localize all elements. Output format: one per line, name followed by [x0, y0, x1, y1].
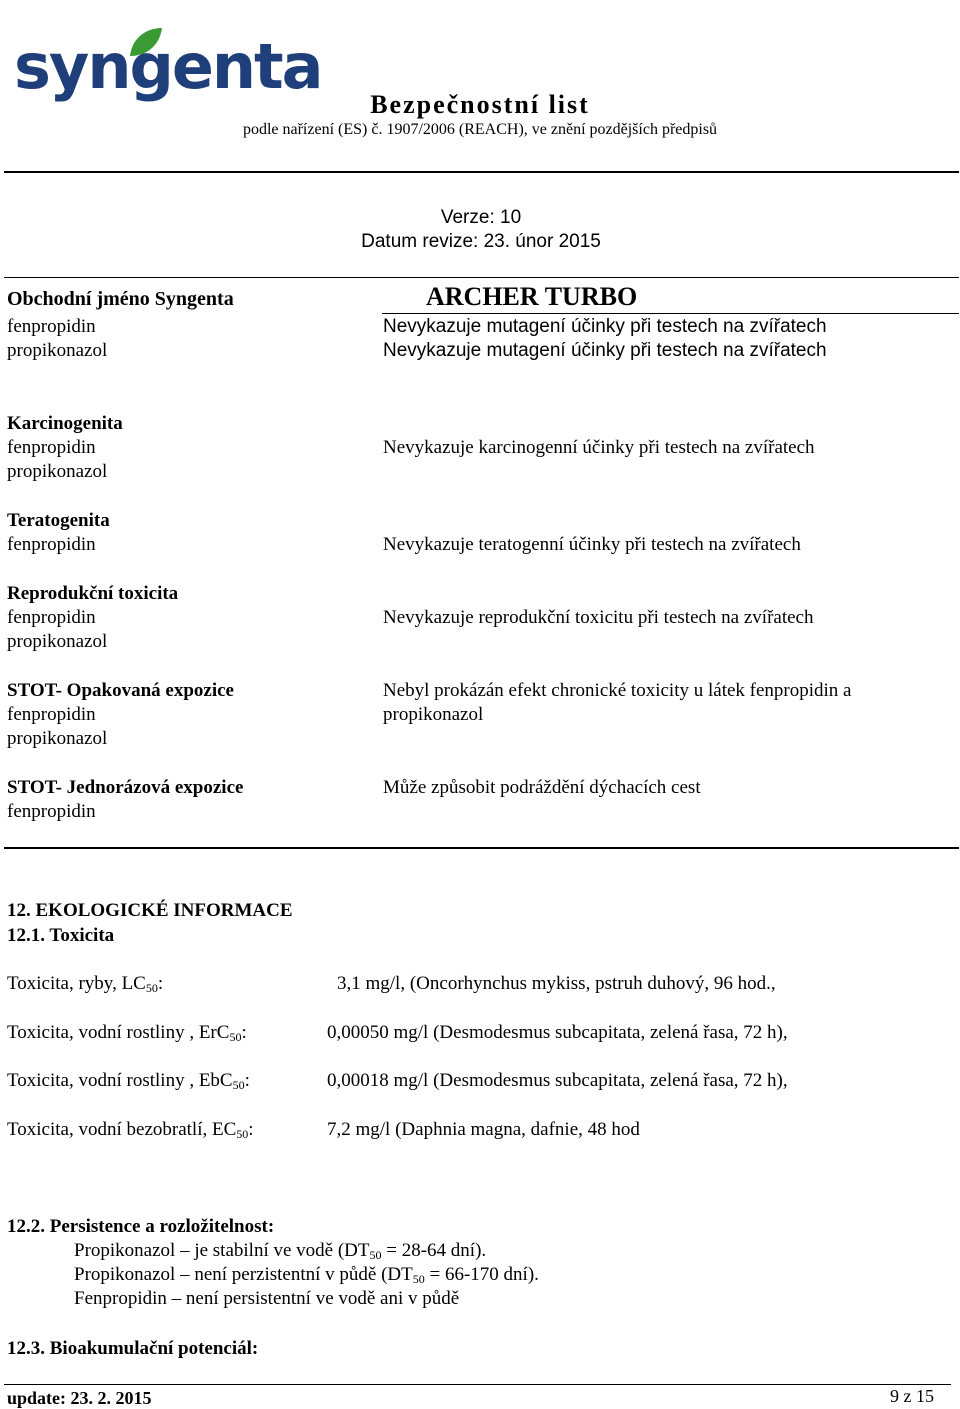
substance-name: fenpropidin	[7, 437, 96, 458]
update-date: update: 23. 2. 2015	[7, 1388, 152, 1408]
substance-name: propikonazol	[7, 728, 108, 749]
version: Verze: 10	[440, 207, 522, 228]
trade-name-label: Obchodní jméno Syngenta	[7, 288, 234, 310]
page-number: 9 z 15	[890, 1386, 934, 1406]
trade-name: ARCHER TURBO	[426, 282, 638, 311]
section-heading: STOT- Jednorázová expozice	[7, 777, 244, 798]
effect-text: propikonazol	[383, 704, 484, 725]
mutagenity-substance: fenpropidin	[7, 316, 96, 337]
footer-divider	[4, 1384, 951, 1385]
section-divider	[4, 847, 959, 849]
substance-name: propikonazol	[7, 461, 108, 482]
logo-wordmark: syngenta	[14, 30, 322, 103]
section-heading: STOT- Opakovaná expozice	[7, 680, 234, 701]
document-title: Bezpečnostní list	[370, 90, 590, 119]
subsection-heading: 12.1. Toxicita	[7, 925, 115, 946]
toxicity-label: Toxicita, vodní bezobratlí, $EC_{50}$:	[7, 1119, 254, 1141]
toxicity-label: Toxicita, ryby, $LC_{50}$:	[7, 973, 164, 995]
effect-text: Nevykazuje reprodukční toxicitu při testech na zvířatech	[383, 607, 814, 628]
toxicity-label: Toxicita, vodní rostliny , EbC$_{50}$:	[7, 1070, 250, 1092]
toxicity-value: 0,00050 mg/l (Desmodesmus subcapitata, zelená řasa, 72 h),	[327, 1022, 788, 1043]
section-heading: Karcinogenita	[7, 413, 123, 434]
substance-name: fenpropidin	[7, 607, 96, 628]
syngenta-logo	[14, 26, 322, 103]
version-divider	[4, 277, 959, 278]
effect-text: Nevykazuje teratogenní účinky při testech na zvířatech	[383, 534, 801, 555]
persistence-line: Propikonazol – není perzistentní v půdě ($DT_{50} = 66-170$ dní).	[74, 1264, 539, 1286]
mutagenity-substance: propikonazol	[7, 340, 108, 361]
substance-name: propikonazol	[7, 631, 108, 652]
persistence-line: Propikonazol – je stabilní ve vodě ($DT_{50} = 28-64$ dní).	[74, 1240, 487, 1262]
subsection-heading: 12.2. Persistence a rozložitelnost:	[7, 1216, 275, 1237]
substance-name: fenpropidin	[7, 534, 96, 555]
effect-text: Může způsobit podráždění dýchacích cest	[383, 777, 701, 798]
toxicity-value: 0,00018 mg/l (Desmodesmus subcapitata, zelená řasa, 72 h),	[327, 1070, 788, 1091]
subsection-heading: 12.3. Bioakumulační potenciál:	[7, 1338, 259, 1359]
persistence-line: Fenpropidin – není persistentní ve vodě ani v půdě	[74, 1288, 460, 1309]
header-divider	[4, 171, 959, 173]
toxicity-value: 7,2 mg/l (Daphnia magna, dafnie, 48 hod	[327, 1119, 640, 1140]
substance-name: fenpropidin	[7, 801, 96, 822]
section-heading: 12. EKOLOGICKÉ INFORMACE	[7, 900, 293, 921]
document-subtitle: podle nařízení (ES) č. 1907/2006 (REACH), ve znění pozdějších předpisů	[242, 121, 718, 138]
effect-text: Nevykazuje karcinogenní účinky při testech na zvířatech	[383, 437, 815, 458]
mutagenity-effect: Nevykazuje mutagení účinky při testech na zvířatech	[383, 316, 827, 337]
section-heading: Teratogenita	[7, 510, 110, 531]
revision-date: Datum revize: 23. únor 2015	[361, 231, 601, 252]
product-divider	[382, 313, 959, 314]
substance-name: fenpropidin	[7, 704, 96, 725]
mutagenity-effect: Nevykazuje mutagení účinky při testech na zvířatech	[383, 340, 827, 361]
toxicity-value: 3,1 mg/l, (Oncorhynchus mykiss, pstruh duhový, 96 hod.,	[337, 973, 776, 994]
toxicity-label: Toxicita, vodní rostliny , ErC$_{50}$:	[7, 1022, 247, 1044]
section-heading: Reprodukční toxicita	[7, 583, 179, 604]
effect-text: Nebyl prokázán efekt chronické toxicity u látek fenpropidin a	[383, 680, 852, 701]
